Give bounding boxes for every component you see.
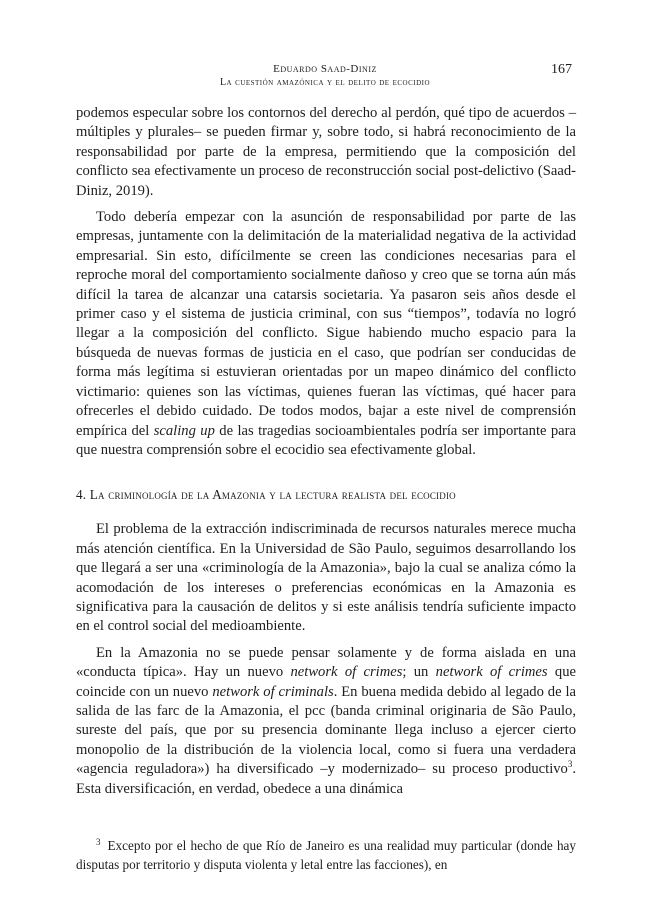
paragraph-4-part-e: . Esta diversificación, en verdad, obedece a una dinámica [76,761,576,797]
page-number: 167 [551,62,572,77]
paragraph-4-part-c: que coincide con un nuevo [76,664,576,700]
paragraph-4-emphasis-2: network of crimes [435,664,548,681]
paragraph-4-part-a: En la Amazonia no se puede pensar solamente y de forma aislada en una «conducta típica». Hay un nuevo [76,644,576,681]
paragraph-2-part-b: de las tragedias socioambientales podría ser importante para que nuestra comprensión sobre el ecocidio sea efectivamente global. [76,422,576,458]
footnote-text-block [76,837,576,874]
paragraph-4-emphasis-3: network of criminals [212,683,334,700]
paragraph-3: El problema de la extracción indiscriminada de recursos naturales merece mucha más atención científica. En la Universidad de São Paulo, seguimos desarrollando los que llegará a ser una «criminología de la Amazonia», bajo la cual se analiza cómo la acomodación de los intereses o preferencias económicas en la Amazonia es significativa para la causación de delitos y si este análisis tendría suficiente impacto en el control social del medioambiente. [76,521,576,635]
running-head-author: Eduardo Saad-Diniz [273,63,377,75]
paragraph-4-part-b: ; un [402,664,436,681]
paragraph-4-emphasis-1: network of crimes [290,664,403,681]
footnote-mark: 3 [96,836,101,847]
footnote [76,837,576,874]
running-head-title: La cuestión amazónica y el delito de ecocidio [219,77,431,88]
footnote-reference[interactable]: 3 [567,759,573,770]
section-heading: 4. La criminología de la Amazonia y la lectura realista del ecocidio [76,487,456,503]
paragraph-2 [76,208,576,460]
paragraph-2-emphasis: scaling up [153,422,215,439]
paragraph-1: podemos especular sobre los contornos del derecho al perdón, qué tipo de acuerdos –múltiples y plurales– se pueden firmar y, sobre todo, si habrá reconocimiento de la responsabilidad por parte de la empresa, permitiendo que la composición del conflicto sea efectivamente un proceso de reconstrucción social post-delictivo (Saad-Diniz, 2019). [76,105,576,199]
paragraph-2-part-a: Todo debería empezar con la asunción de responsabilidad por parte de las empresas, juntamente con la delimitación de la materialidad negativa de la actividad empresarial. Sin esto, difícilmente se creen las condiciones necesarias para el reproche moral del comportamiento socialmente dañoso y creo que se torna aún más difícil la tarea de alcanzar una catarsis societaria. Ya pasaron seis años desde el primer caso y el sistema de justicia criminal, con sus “tiempos”, todavía no logró llegar a la composición del conflicto. Sigue habiendo mucho espacio para la búsqueda de nuevas formas de justicia en el caso, que podrían ser conducidas de forma más legítima si estuvieran orientadas por un mapeo dinámico del conflicto victimario: quienes son las víctimas, quienes fueran las víctimas, qué hacer para ofrecerles el debido cuidado. De todos modos, bajar a este nivel de comprensión empírica del [76,209,576,439]
body-text [76,104,576,806]
footnote-text: Excepto por el hecho de que Río de Janeiro es una realidad muy particular (donde hay disputas por territorio y disputa violenta y letal entre las facciones), en [76,838,576,872]
paragraph-4 [76,644,576,799]
paragraph-4-part-d: . En buena medida debido al legado de la salida de las farc de la Amazonia, el pcc (banda criminal originaria de São Paulo, sureste del país, que por su presencia dominante llega incluso a ejercer cierto monopolio de la distribución de la violencia local, como si fuera una verdadera «agencia reguladora») ha diversificado –y modernizado– su proceso productivo [76,683,577,778]
